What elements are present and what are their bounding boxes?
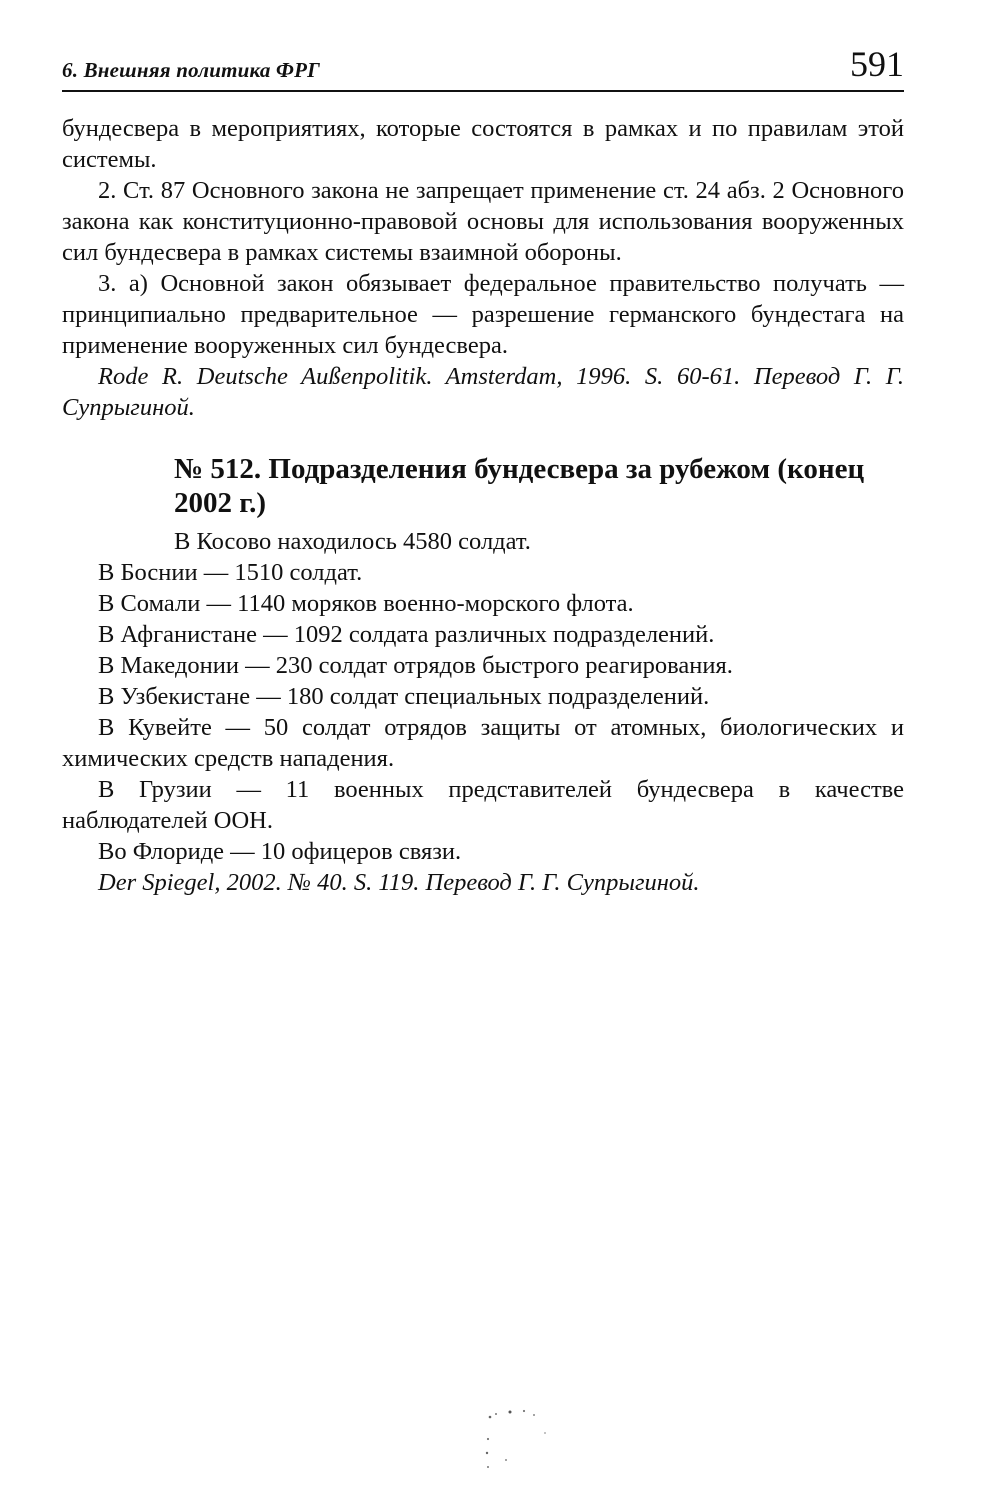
source-citation: Rode R. Deutsche Außenpolitik. Amsterdam, 1996. S. 60-61. Перевод Г. Г. Супрыгиной. bbox=[62, 363, 904, 421]
document-heading: № 512. Подразделения бундесвера за рубежом (конец 2002 г.) bbox=[174, 453, 865, 519]
page-number: 591 bbox=[850, 44, 904, 84]
running-header bbox=[62, 44, 904, 92]
list-item: В Узбекистане — 180 солдат специальных подразделений. bbox=[98, 683, 710, 710]
paragraph-item-3: 3. а) Основной закон обязывает федеральное правительство получать — принципиально предварительное — разрешение германского бундестага на применение вооруженных сил бундесвера. bbox=[62, 270, 904, 359]
page-body bbox=[62, 113, 904, 898]
list-item: Во Флориде — 10 офицеров связи. bbox=[98, 838, 462, 865]
chapter-title: 6. Внешняя политика ФРГ bbox=[62, 58, 320, 82]
list-item: В Сомали — 1140 моряков военно-морского флота. bbox=[98, 590, 634, 617]
list-item: В Грузии — 11 военных представителей бундесвера в качестве наблюдателей ООН. bbox=[62, 776, 904, 834]
document-source-citation: Der Spiegel, 2002. № 40. S. 119. Перевод Г. Г. Супрыгиной. bbox=[98, 869, 700, 896]
document-body bbox=[62, 526, 904, 898]
continuation-paragraph: бундесвера в мероприятиях, которые состоятся в рамках и по правилам этой системы. bbox=[62, 115, 904, 173]
list-item: В Косово находилось 4580 солдат. bbox=[174, 528, 531, 555]
list-item: В Кувейте — 50 солдат отрядов защиты от атомных, биологических и химических средств нападения. bbox=[62, 714, 904, 772]
book-page bbox=[62, 0, 904, 1487]
paragraph-item-2: 2. Ст. 87 Основного закона не запрещает применение ст. 24 абз. 2 Основного закона как конституционно-правовой основы для использования вооруженных сил бундесвера в рамках системы взаимной обороны. bbox=[62, 177, 904, 266]
list-item: В Македонии — 230 солдат отрядов быстрого реагирования. bbox=[98, 652, 733, 679]
list-item: В Боснии — 1510 солдат. bbox=[98, 559, 363, 586]
scan-specks bbox=[482, 1405, 572, 1475]
list-item: В Афганистане — 1092 солдата различных подразделений. bbox=[98, 621, 715, 648]
